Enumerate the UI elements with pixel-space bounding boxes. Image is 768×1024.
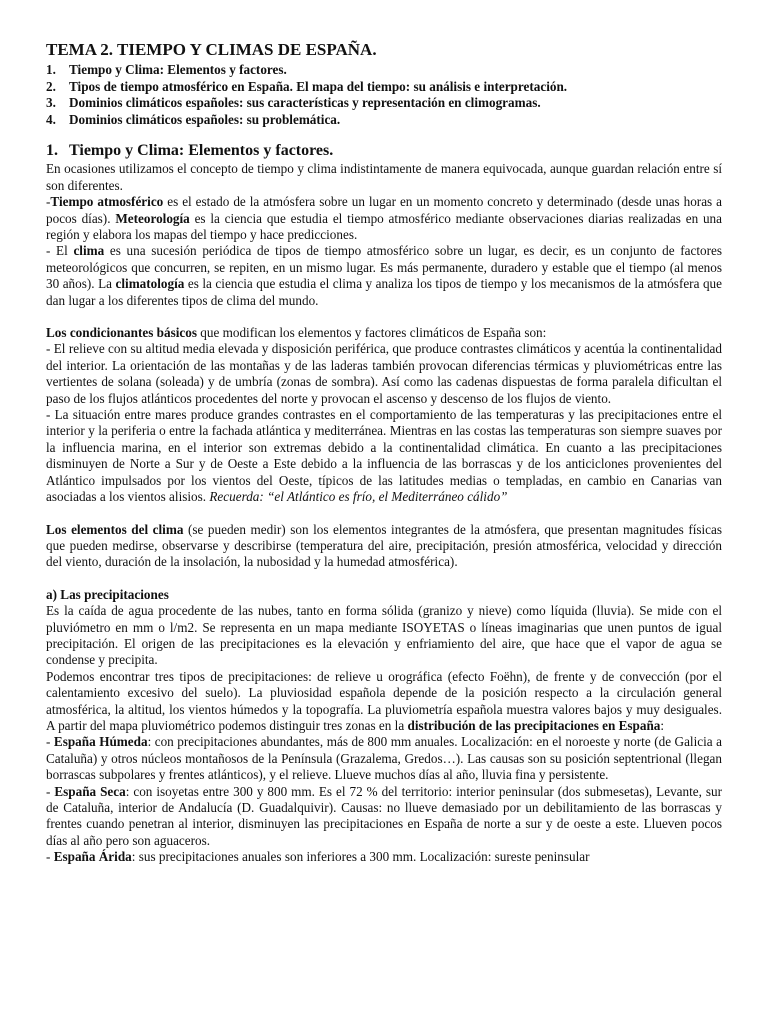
table-of-contents bbox=[46, 62, 722, 128]
toc-item: 2. Tipos de tiempo atmosférico en España. El mapa del tiempo: su análisis e interpretación. bbox=[46, 78, 568, 94]
elementos-paragraph: Los elementos del clima (se pueden medir) son los elementos integrantes de la atmósfera, que presentan magnitudes físicas que pueden medirse, observarse y describirse (temperatura del aire, precipitación, presión atmosférica, velocidad y dirección del viento, duración de la insolación, la nubosidad y la humedad atmosférica). bbox=[46, 521, 723, 570]
toc-item: 3. Dominios climáticos españoles: sus características y representación en climogramas. bbox=[46, 95, 541, 111]
tipos-paragraph: Podemos encontrar tres tipos de precipitaciones: de relieve u orográfica (efecto Foëhn), de frente y de convección (por el calentamiento excesivo del suelo). La pluviosidad española depende de la posición respecto a la circulación general atmosférica, la altitud, los vientos húmedos y la topografía. La pluviometría española muestra valores bajos y muy desiguales. A partir del mapa pluviométrico podemos distinguir tres zonas en la distribución de las precipitaciones en España: bbox=[46, 668, 722, 733]
espana-seca-paragraph: - España Seca: con isoyetas entre 300 y 800 mm. Es el 72 % del territorio: interior peninsular (dos submesetas), Levante, sur de Cataluña, interior de Andalucía (D. Guadalquivir). Causas: no llueve demasiado por un debilitamiento de las borrascas y frentes cuando penetran al interior, disminuyen las precipitaciones en España de norte a sur y de oeste a este. Llueven pocos días al año pero son aguaceros. bbox=[46, 783, 722, 848]
relieve-paragraph: - El relieve con su altitud media elevada y disposición periférica, que produce contrastes climáticos y acentúa la continentalidad del interior. La orientación de las montañas y de las laderas también provocan diferencias térmicas y pluviométricas entre las vertientes de solana (soleada) y de umbría (zonas de sombra). Así como las cadenas dispuestas de forma paralela dificultan el paso de los flujos atlánticos procedentes del norte y provocan el ascenso y descenso de los flujos de viento. bbox=[46, 341, 722, 406]
subsection-heading: a) Las precipitaciones bbox=[46, 586, 169, 602]
page-title: TEMA 2. TIEMPO Y CLIMAS DE ESPAÑA. bbox=[46, 40, 377, 59]
situacion-paragraph: - La situación entre mares produce grandes contrastes en el comportamiento de las temperaturas y las precipitaciones entre el interior y la periferia o entre la fachada atlántica y mediterránea. Mientras en las costas las temperaturas son siempre suaves por la influencia marina, en el interior son extremas debido a la continentalidad climática. En cuanto a las precipitaciones disminuyen de Norte a Sur y de Oeste a Este debido a la influencia de las borrascas y de los anticiclones provenientes del Atlántico impulsados por los vientos del Oeste, típicos de las latitudes medias o templadas, en cambio en Canarias van asociadas a los vientos alisios. Recuerda: “el Atlántico es frío, el Mediterráneo cálido” bbox=[46, 407, 722, 505]
precipitaciones-paragraph: Es la caída de agua procedente de las nubes, tanto en forma sólida (granizo y nieve) como líquida (lluvia). Se mide con el pluviómetro en mm o l/m2. Se representa en un mapa mediante ISOYETAS o líneas imaginarias que unen puntos de igual precipitación. El origen de las precipitaciones es la elevación y enfriamiento del aire, que hace que el vapor de agua se condense y precipita. bbox=[46, 603, 722, 668]
tiempo-paragraph: -Tiempo atmosférico es el estado de la atmósfera sobre un lugar en un momento concreto y determinado (desde unas horas a pocos días). Meteorología es la ciencia que estudia el tiempo atmosférico mediante observaciones diarias realizadas en una región y elabora los mapas del tiempo y hace predicciones. bbox=[46, 194, 722, 242]
espana-arida-paragraph: - España Árida: sus precipitaciones anuales son inferiores a 300 mm. Localización: sureste peninsular bbox=[46, 849, 590, 865]
clima-paragraph: - El clima es una sucesión periódica de tipos de tiempo atmosférico sobre un lugar, es decir, es un conjunto de factores meteorológicos que concurren, se repiten, en un mismo lugar. Es más permanente, duradero y estable que el tiempo (al menos 30 años). La climatología es la ciencia que estudia el clima y analiza los tipos de tiempo y los mecanismos de la atmósfera que dan lugar a los diferentes tipos de clima del mundo. bbox=[46, 243, 722, 308]
condicionantes-paragraph: Los condicionantes básicos que modifican los elementos y factores climáticos de España son: bbox=[46, 325, 547, 341]
toc-item: 1. Tiempo y Clima: Elementos y factores. bbox=[46, 62, 287, 77]
section-heading: 1. Tiempo y Clima: Elementos y factores. bbox=[46, 142, 334, 160]
intro-paragraph: En ocasiones utilizamos el concepto de tiempo y clima indistintamente de manera equivocada, aunque guardan relación entre sí son diferentes. bbox=[46, 161, 722, 193]
toc-item: 4. Dominios climáticos españoles: su problemática. bbox=[46, 111, 341, 127]
espana-humeda-paragraph: - España Húmeda: con precipitaciones abundantes, más de 800 mm anuales. Localización: en el noroeste y norte (de Galicia a Cataluña) y otros núcleos montañosos de la Península (Grazalema, Gredos…). Las causas son su posición septentrional (llegan borrascas subpolares y frentes atlánticos), y el relieve. Llueve muchos días al año, lluvia fina y persistente. bbox=[46, 734, 722, 783]
